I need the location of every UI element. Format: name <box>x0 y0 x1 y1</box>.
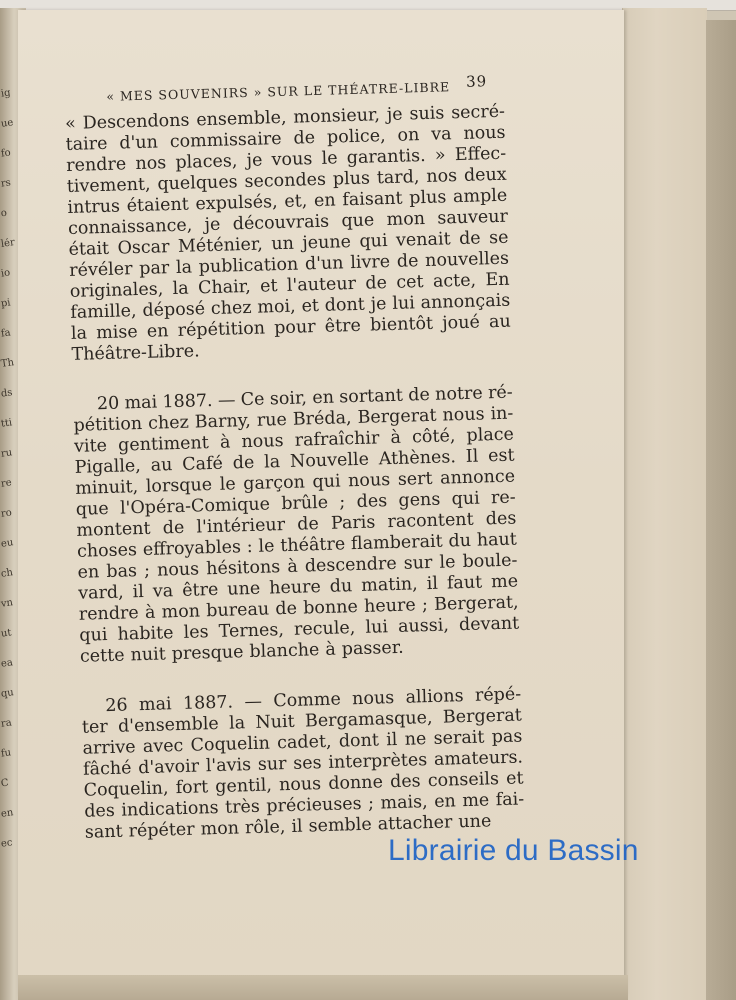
text-line: Coquelin, fort gentil, nous donne des conseils et <box>83 768 524 801</box>
text-line: taire d'un commissaire de police, on va nous <box>65 122 506 155</box>
text-line: rendre nos places, je vous le garantis. » Effec- <box>66 143 507 176</box>
text-line: que l'Opéra-Comique brûle ; des gens qui re- <box>75 487 516 520</box>
left-page-fragment: pi <box>0 297 12 310</box>
text-line: connaissance, je découvrais que mon sauveur <box>67 206 509 239</box>
text-line: était Oscar Méténier, un jeune qui venait de se <box>68 227 509 260</box>
text-line: « Descendons ensemble, monsieur, je suis secré- <box>64 101 506 134</box>
left-page-fragment: o <box>0 207 8 220</box>
page-bottom-edges <box>18 975 628 1000</box>
text-line: en bas ; nous hésitons à descendre sur le boule- <box>77 550 518 583</box>
paragraph <box>65 102 512 366</box>
left-page-fragment: vn <box>0 597 14 610</box>
text-line: famille, déposé chez moi, et dont je lui annonçais <box>70 290 511 323</box>
left-page-fragment: ig <box>0 87 12 100</box>
running-title: « MES SOUVENIRS » SUR LE THÉATRE-LIBRE <box>106 79 451 104</box>
text-line: tivement, quelques secondes plus tard, nos deux <box>66 164 507 197</box>
page-number: 39 <box>465 72 488 91</box>
text-line: fâché d'avoir l'avis sur ses interprètes amateurs. <box>82 747 524 780</box>
left-page-fragment: ch <box>0 567 14 580</box>
text-line: rendre à mon bureau de bonne heure ; Bergerat, <box>78 592 519 625</box>
text-line: la mise en répétition pour être bientôt joué au <box>70 311 511 344</box>
left-page-fragment: re <box>0 477 13 490</box>
left-page-fragment: ue <box>0 117 14 130</box>
left-page-fragment: ut <box>0 627 13 640</box>
left-page-fragment: fo <box>0 147 12 160</box>
text-line: révéler par la publication d'un livre de nouvelles <box>68 248 510 281</box>
text-line: sant répéter mon rôle, il semble attacher une <box>84 811 492 843</box>
left-page-fragment: C <box>0 777 10 790</box>
paragraph <box>73 383 520 668</box>
text-line: des indications très précieuses ; mais, en me fai- <box>84 789 525 822</box>
text-line: montent de l'intérieur de Paris racontent des <box>76 508 517 541</box>
left-page-fragment: qu <box>0 687 15 700</box>
left-page-fragment: lér <box>0 237 16 250</box>
text-line: cette nuit presque blanche à passer. <box>79 637 405 667</box>
watermark: Librairie du Bassin <box>388 834 639 867</box>
text-line: qui habite les Ternes, recule, lui aussi, devant <box>79 613 520 646</box>
left-page-fragment: io <box>0 267 11 280</box>
left-page-fragment: eu <box>0 537 14 550</box>
text-line: 20 mai 1887. — Ce soir, en sortant de notre ré- <box>96 382 513 415</box>
left-page-fragment: ec <box>0 837 14 850</box>
page-text-block <box>64 72 525 844</box>
page-edges <box>706 20 736 1000</box>
text-line: Pigalle, au Café de la Nouvelle Athènes. Il est <box>74 445 515 478</box>
text-line: intrus étaient expulsés, et, en faisant plus ample <box>67 185 508 218</box>
body-text <box>65 102 525 844</box>
left-page-fragment: ro <box>0 507 13 520</box>
text-line: minuit, lorsque le garçon qui nous sert annonce <box>75 466 516 499</box>
text-line: 26 mai 1887. — Comme nous allions répé- <box>105 684 522 717</box>
left-page-fragment: ru <box>0 447 13 460</box>
left-page-fragment: ra <box>0 717 13 730</box>
left-page-fragment: ds <box>0 387 14 400</box>
text-line: pétition chez Barny, rue Bréda, Bergerat nous in- <box>73 403 514 436</box>
text-line: Théâtre-Libre. <box>71 341 200 365</box>
text-line: vite gentiment à nous rafraîchir à côté, place <box>73 424 515 457</box>
left-page-fragment: en <box>0 807 14 820</box>
left-page-fragment: fa <box>0 327 12 340</box>
text-line: vard, il va être une heure du matin, il faut me <box>77 571 519 604</box>
paragraph <box>81 684 525 843</box>
text-line: arrive avec Coquelin cadet, dont il ne serait pas <box>82 726 523 759</box>
left-page-fragment: ea <box>0 657 14 670</box>
left-page-fragment: Th <box>0 357 15 370</box>
left-page-fragment: fu <box>0 747 12 760</box>
text-line: ter d'ensemble la Nuit Bergamasque, Bergerat <box>81 705 523 738</box>
text-line: choses effroyables : le théâtre flamberait du haut <box>76 529 518 562</box>
text-line: originales, la Chair, et l'auteur de cet acte, En <box>69 269 510 302</box>
left-page-fragment: tti <box>0 417 13 430</box>
left-page-fragment: rs <box>0 177 12 190</box>
